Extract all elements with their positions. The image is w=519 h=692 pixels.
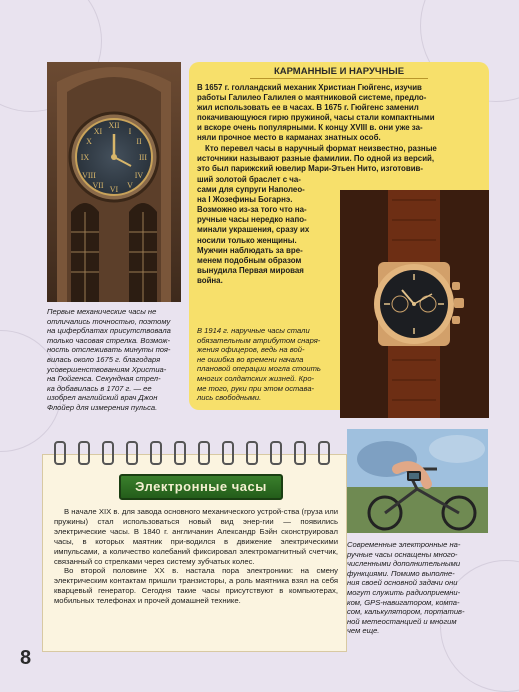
electronic-clocks-text	[54, 507, 338, 606]
spiral-binding	[102, 441, 114, 465]
spiral-binding	[318, 441, 330, 465]
wristwatch-caption	[197, 326, 337, 403]
section-title-electronic: Электронные часы	[119, 474, 283, 500]
caption-line: обязательным атрибутом снаря-	[197, 335, 321, 345]
text-line: источники называют разные фамилии. По одной из версий,	[197, 153, 435, 163]
svg-text:X: X	[86, 137, 92, 146]
caption-line: изобрел английский врач Джон	[47, 393, 158, 403]
text-line: сами для супруги Наполео-	[197, 185, 305, 195]
text-line: В 1657 г. голландский механик Христиан Гюйгенс, изучив	[197, 83, 422, 92]
caption-line: не ошибка во времени начала	[197, 354, 304, 364]
caption-line: ме того, руки при этом остава-	[197, 383, 315, 393]
text-line: и вскоре очень популярными. К концу XVIII в. они уже за-	[197, 123, 423, 133]
svg-text:I: I	[128, 127, 132, 136]
pocket-wrist-text-full	[197, 83, 482, 174]
svg-text:II: II	[136, 137, 142, 146]
spiral-binding	[54, 441, 66, 465]
caption-line: ком, GPS-навигатором, компа-	[347, 597, 460, 607]
text-line: Возможно из-за того что на-	[197, 205, 307, 215]
spiral-binding	[150, 441, 162, 465]
paragraph: В начале XIX в. для завода основного механического устрой-ства (груза или пружины) стал использоваться новый вид энер-гии — появились электрические часы. В 1840 г. англичанин Александр Бэйн сконструировал часы, в которых маятник при-водился в движение электрическими импульсами, а количество колебаний фиксировал электромагнитный счетчик, связанный со стрелками через систему зубчатых колес.	[54, 507, 338, 566]
tower-clock-caption	[47, 307, 187, 413]
svg-text:V: V	[127, 181, 133, 190]
text-line: покачивающуюся гирю пружиной, часы стали компактными	[197, 113, 435, 123]
text-line: няли прочное место в карманах знатных особ.	[197, 133, 381, 143]
caption-line: плановой операции могла стоить	[197, 364, 321, 374]
cyclist-watch-photo	[347, 429, 488, 533]
svg-text:IV: IV	[134, 171, 144, 180]
caption-line: усовершенствованиям Христиа-	[47, 364, 167, 374]
text-line: вынудила Первая мировая	[197, 265, 304, 275]
spiral-binding	[126, 441, 138, 465]
caption-line: могут служить радиоприемни-	[347, 587, 461, 597]
text-line: война.	[197, 275, 223, 285]
svg-text:XII: XII	[108, 121, 120, 130]
caption-line: на циферблатах присутствовала	[47, 326, 171, 336]
caption-line: вилась около 1675 г. благодаря	[47, 354, 161, 364]
spiral-binding	[294, 441, 306, 465]
caption-line: многих солдатских жизней. Кро-	[197, 373, 315, 383]
pocket-wrist-text-narrow	[197, 175, 337, 286]
text-line: ший золотой браслет с ча-	[197, 175, 301, 184]
caption-line: ка добавилась в 1707 г. — ее	[47, 383, 152, 393]
spiral-binding	[78, 441, 90, 465]
caption-line: сом, калькулятором, портатив-	[347, 607, 465, 617]
text-line: Мужчин наблюдать за вре-	[197, 245, 303, 255]
caption-line: численными дополнительными	[347, 559, 461, 569]
tower-clock-photo	[47, 62, 181, 302]
text-line: менем подобным образом	[197, 255, 302, 265]
caption-line: лись свободными.	[197, 393, 262, 403]
caption-line: ной метеостанцией и многим	[347, 616, 457, 626]
svg-text:VIII: VIII	[82, 171, 96, 180]
caption-line: Флойер для измерения пульса.	[47, 402, 158, 412]
spiral-binding	[246, 441, 258, 465]
section-title-pocket-wrist: КАРМАННЫЕ И НАРУЧНЫЕ	[273, 66, 405, 77]
svg-text:VI: VI	[109, 185, 119, 194]
caption-line: функциями. Помимо выполне-	[347, 568, 455, 578]
caption-line: на Гюйгенса. Секундная стрел-	[47, 374, 161, 384]
text-line: это был парижский ювелир Мари-Этьен Нито, изготовив-	[197, 163, 424, 173]
page-number: 8	[20, 647, 32, 669]
svg-text:III: III	[139, 153, 147, 162]
text-line: жил использовать ее в часах. В 1675 г. Гюйгенс заменил	[197, 103, 419, 113]
caption-line: отличались точностью, поэтому	[47, 316, 171, 326]
paragraph: Во второй половине XX в. настала пора электроники: на смену электрическим контактам пришли транзисторы, а роль маятника взял на себя кварцевый генератор. Сегодня такие часы присутствуют в компьютерах, мобильных телефонах и прочей домашней технике.	[54, 566, 338, 606]
text-line: ручные часы нередко напо-	[197, 215, 307, 225]
wristwatch-photo	[340, 190, 489, 418]
spiral-binding	[222, 441, 234, 465]
caption-line: В 1914 г. наручные часы стали	[197, 326, 310, 335]
text-line: на I Жозефины Богарнэ.	[197, 195, 293, 205]
caption-line: Современные электронные на-	[347, 540, 461, 549]
spiral-binding	[198, 441, 210, 465]
svg-text:IX: IX	[80, 153, 90, 162]
cyclist-caption	[347, 540, 487, 636]
caption-line: жения офицеров, ведь на вой-	[197, 345, 305, 355]
text-line: работы Галилео Галилея о маятниковой системе, предло-	[197, 93, 427, 103]
svg-text:VII: VII	[92, 181, 104, 190]
caption-line: ния своей основной задачи они	[347, 578, 458, 588]
caption-line: ручные часы оснащены много-	[347, 549, 458, 559]
text-line: носили только женщины.	[197, 235, 297, 245]
title-underline	[250, 78, 428, 79]
caption-line: чем еще.	[347, 626, 380, 636]
text-line: минали украшения, сразу их	[197, 225, 310, 235]
spiral-binding	[270, 441, 282, 465]
text-line: Кто перевел часы в наручный формат неизвестно, разные	[205, 143, 437, 153]
spiral-binding	[174, 441, 186, 465]
svg-text:XI: XI	[93, 127, 103, 136]
caption-line: Первые механические часы не	[47, 307, 157, 316]
caption-line: ность отслеживать минуты поя-	[47, 345, 171, 355]
caption-line: только часовая стрелка. Возмож-	[47, 335, 171, 345]
